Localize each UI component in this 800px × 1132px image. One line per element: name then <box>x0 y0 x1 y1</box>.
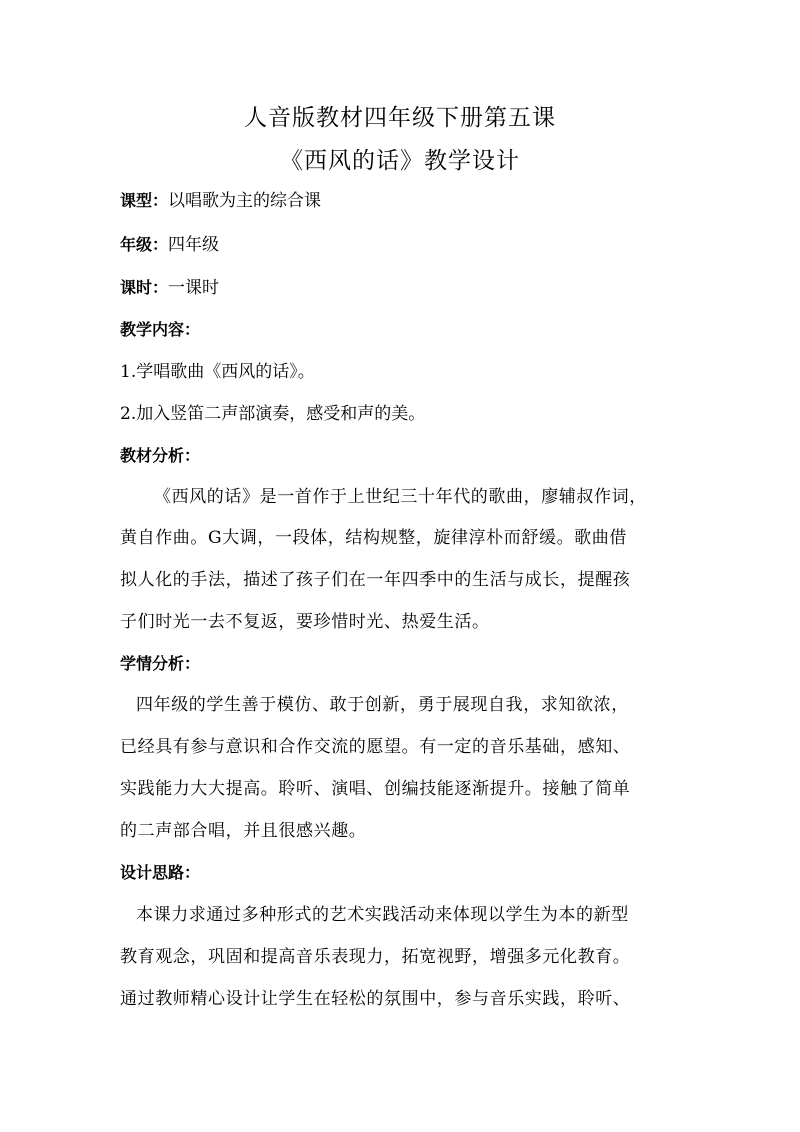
design-thinking-line: 本课力求通过多种形式的艺术实践活动来体现以学生为本的新型 <box>136 905 629 925</box>
design-thinking-heading: 设计思路： <box>120 863 201 882</box>
material-analysis-line: 拟人化的手法，描述了孩子们在一年四季中的生活与成长，提醒孩 <box>120 570 631 590</box>
design-thinking-line: 通过教师精心设计让学生在轻松的氛围中，参与音乐实践，聆听、 <box>120 989 631 1009</box>
lesson-type-row <box>120 189 690 213</box>
class-hours-value: 一课时 <box>168 278 220 298</box>
material-analysis-line: 子们时光一去不复返，要珍惜时光、热爱生活。 <box>120 612 490 632</box>
student-analysis-line: 的二声部合唱，并且很感兴趣。 <box>120 821 367 841</box>
design-thinking-line: 教育观念，巩固和提高音乐表现力，拓宽视野，增强多元化教育。 <box>120 947 631 967</box>
grade-value: 四年级 <box>168 235 220 255</box>
student-analysis-line: 四年级的学生善于模仿、敢于创新，勇于展现自我，求知欲浓， <box>136 695 629 715</box>
material-analysis-heading: 教材分析： <box>120 446 201 465</box>
grade-label: 年级： <box>120 235 169 254</box>
teaching-content-item: 2.加入竖笛二声部演奏，感受和声的美。 <box>120 404 426 424</box>
document-title-line-2: 《西风的话》教学设计 <box>280 148 520 174</box>
student-analysis-heading: 学情分析： <box>120 654 201 673</box>
class-hours-row <box>120 276 690 300</box>
lesson-type-label: 课型： <box>120 191 169 210</box>
document-title-line-1: 人音版教材四年级下册第五课 <box>244 105 556 131</box>
class-hours-label: 课时： <box>120 278 169 297</box>
teaching-content-item: 1.学唱歌曲《西风的话》。 <box>120 362 315 382</box>
lesson-type-value: 以唱歌为主的综合课 <box>168 191 322 211</box>
material-analysis-line: 《西风的话》是一首作于上世纪三十年代的歌曲，廖辅叔作词， <box>154 487 647 507</box>
material-analysis-line: 黄自作曲。G大调，一段体，结构规整，旋律淳朴而舒缓。歌曲借 <box>120 528 627 548</box>
student-analysis-line: 已经具有参与意识和合作交流的愿望。有一定的音乐基础，感知、 <box>120 737 631 757</box>
grade-row <box>120 233 690 257</box>
teaching-content-heading: 教学内容： <box>120 320 201 339</box>
student-analysis-line: 实践能力大大提高。聆听、演唱、创编技能逐渐提升。接触了简单 <box>120 779 631 799</box>
